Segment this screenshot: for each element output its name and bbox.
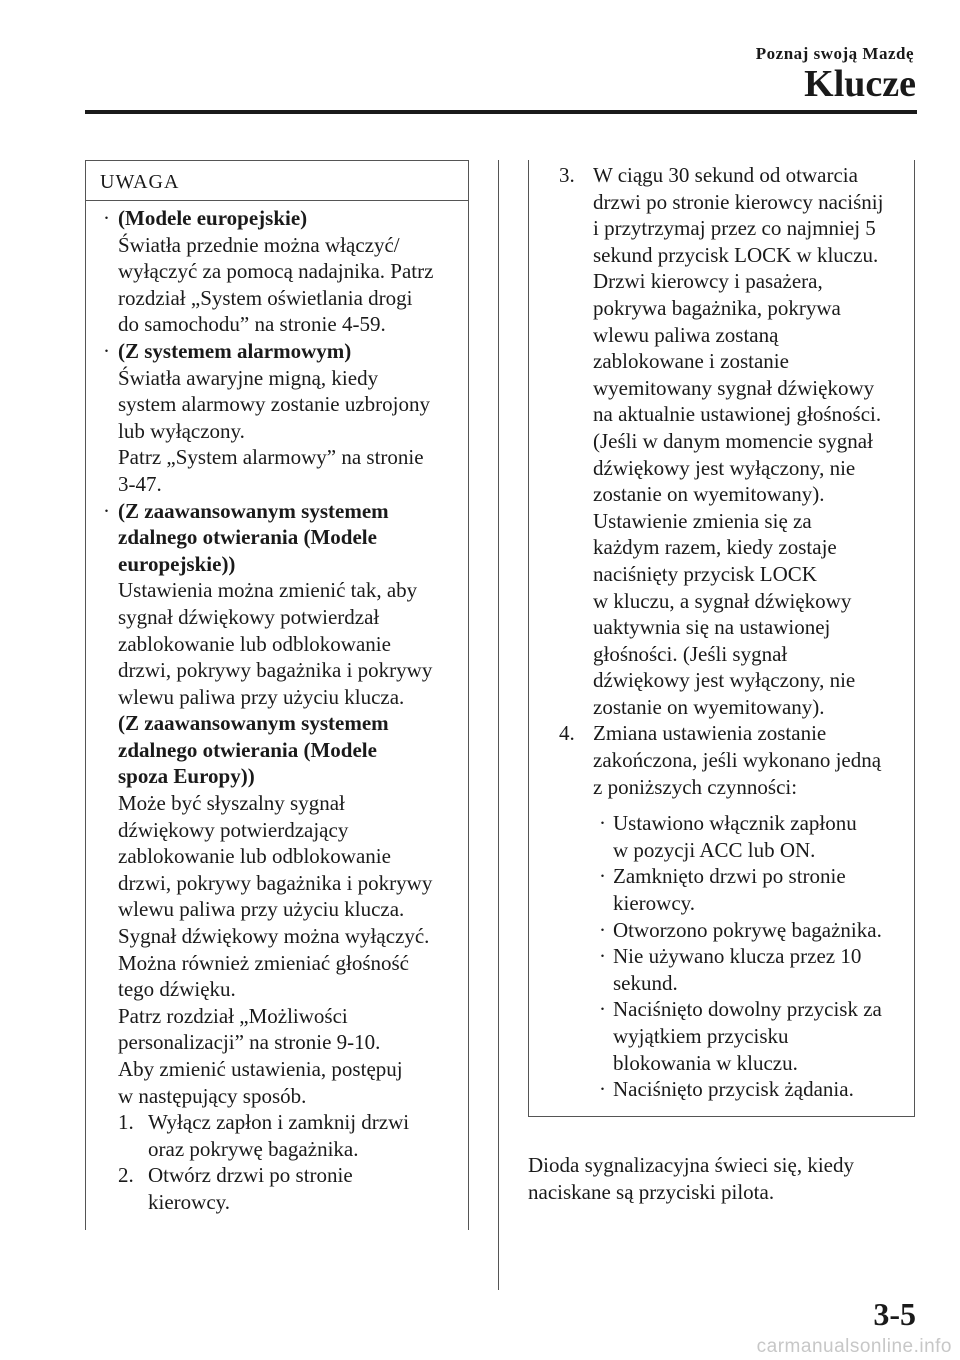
text-line: do samochodu” na stronie 4-59. [118,312,386,337]
text-line: w następujący sposób. [118,1083,307,1108]
text-line: kierowcy. [148,1189,231,1214]
bullet-dot: · [599,811,606,836]
text-line: z poniższych czynności: [593,774,798,799]
text-line: uaktywnia się na ustawionej [593,615,831,640]
text-line: system alarmowy zostanie uzbrojony [118,392,431,417]
bullet-title: zdalnego otwierania (Modele [118,525,377,550]
text-line: zablokowanie lub odblokowanie [118,631,391,656]
text-line: dźwiękowy jest wyłączony, nie [593,455,856,480]
text-line: 3-47. [118,471,162,496]
text-line: rozdział „System oświetlania drogi [118,285,413,310]
bullet-item [100,338,456,498]
bullet-dot: · [599,1077,606,1102]
text-line: wlewu paliwa zostaną [593,322,779,347]
uwaga-heading: UWAGA [86,161,468,201]
text-line: blokowania w kluczu. [613,1050,798,1075]
text-line: Otworzono pokrywę bagażnika. [613,917,882,942]
bullet-subtitle: spoza Europy)) [118,764,255,789]
text-line: głośności. (Jeśli sygnał [593,641,788,666]
page-title: Klucze [804,63,916,105]
bullet-item [100,205,456,338]
step-item [100,1109,456,1162]
text-line: dźwiękowy jest wyłączony, nie [593,668,856,693]
text-line: Można również zmieniać głośność [118,950,409,975]
section-name: Poznaj swoją Mazdę [755,44,914,63]
condition-item [529,1076,914,1103]
text-line: sekund przycisk LOCK w kluczu. [593,242,879,267]
text-line: dźwiękowy potwierdzający [118,817,349,842]
text-line: drzwi, pokrywy bagażnika i pokrywy [118,658,433,683]
text-line: drzwi po stronie kierowcy naciśnij [593,189,884,214]
text-line: zakończona, jeśli wykonano jedną [593,748,882,773]
bullet-item [100,498,456,1110]
text-line: naciskane są przyciski pilota. [528,1179,775,1204]
bullet-dot: · [599,944,606,969]
text-line: W ciągu 30 sekund od otwarcia [593,163,858,187]
text-line: Zmiana ustawienia zostanie [593,721,827,746]
condition-item [529,863,914,916]
steps-box [528,160,915,1117]
text-line: lub wyłączony. [118,418,245,443]
text-line: Światła awaryjne migną, kiedy [118,365,379,390]
bullet-title: (Z systemem alarmowym) [118,338,352,363]
watermark: carmanualsonline.info [756,1336,952,1357]
condition-item [529,917,914,944]
condition-list [529,810,914,1103]
condition-item [529,943,914,996]
text-line: oraz pokrywę bagażnika. [148,1136,359,1161]
bullet-title: europejskie)) [118,551,236,576]
bullet-dot: · [103,498,110,523]
text-line: Naciśnięto dowolny przycisk za [613,997,882,1022]
text-line: (Jeśli w danym momencie sygnał [593,428,873,453]
step-number: 3. [559,163,575,187]
text-line: Wyłącz zapłon i zamknij drzwi [148,1110,410,1135]
text-line: zostanie on wyemitowany). [593,482,825,507]
text-line: sekund. [613,970,678,995]
step-item [529,720,914,800]
text-line: i przytrzymaj przez co najmniej 5 [593,216,876,241]
step-number: 4. [559,721,575,746]
bullet-dot: · [103,206,110,230]
text-line: zablokowane i zostanie [593,349,789,374]
text-line: wlewu paliwa przy użyciu klucza. [118,684,405,709]
text-line: Nie używano klucza przez 10 [613,944,862,969]
text-line: wyjątkiem przycisku [613,1024,789,1048]
text-line: sygnał dźwiękowy potwierdzał [118,604,380,629]
text-line: wlewu paliwa przy użyciu klucza. [118,897,405,922]
step-item [529,162,914,720]
text-line: każdym razem, kiedy zostaje [593,535,837,560]
condition-item [529,810,914,863]
text-line: Ustawienie zmienia się za [593,508,812,533]
text-line: w pozycji ACC lub ON. [613,837,816,862]
condition-item [529,996,914,1076]
text-line: na aktualnie ustawionej głośności. [593,402,882,427]
text-line: Drzwi kierowcy i pasażera, [593,269,823,294]
bullet-dot: · [599,917,606,942]
text-line: w kluczu, a sygnał dźwiękowy [593,588,852,613]
text-line: kierowcy. [613,891,696,916]
bullet-subtitle: zdalnego otwierania (Modele [118,737,377,762]
column-divider [498,160,499,1290]
text-line: naciśnięty przycisk LOCK [593,561,817,586]
header-rule [85,110,917,114]
text-line: Ustawienia można zmienić tak, aby [118,578,418,603]
step-item [100,1162,456,1215]
step-number: 1. [118,1110,134,1135]
text-line: Zamknięto drzwi po stronie [613,864,846,889]
text-line: Patrz „System alarmowy” na stronie [118,445,424,470]
text-line: drzwi, pokrywy bagażnika i pokrywy [118,870,433,895]
text-line: wyemitowany sygnał dźwiękowy [593,375,875,400]
bullet-dot: · [103,338,110,363]
text-line: Naciśnięto przycisk żądania. [613,1077,854,1102]
text-line: personalizacji” na stronie 9-10. [118,1030,381,1055]
text-line: pokrywa bagażnika, pokrywa [593,295,841,320]
text-line: Sygnał dźwiękowy można wyłączyć. [118,924,430,949]
led-note [528,1152,928,1205]
text-line: zostanie on wyemitowany). [593,694,825,719]
bullet-dot: · [599,864,606,889]
uwaga-body [86,201,468,1216]
bullet-dot: · [599,997,606,1022]
bullet-title: (Z zaawansowanym systemem [118,498,389,523]
text-line: zablokowanie lub odblokowanie [118,844,391,869]
text-line: Może być słyszalny sygnał [118,791,345,816]
text-line: Patrz rozdział „Możliwości [118,1003,348,1028]
step-number: 2. [118,1163,134,1188]
text-line: Światła przednie można włączyć/ [118,232,400,257]
text-line: Dioda sygnalizacyjna świeci się, kiedy [528,1153,854,1177]
bullet-title: (Modele europejskie) [118,206,308,230]
text-line: tego dźwięku. [118,977,236,1002]
uwaga-box [85,160,469,1230]
page-number: 3-5 [873,1296,916,1332]
text-line: Otwórz drzwi po stronie [148,1163,353,1188]
text-line: Ustawiono włącznik zapłonu [613,811,857,836]
text-line: Aby zmienić ustawienia, postępuj [118,1057,403,1081]
bullet-subtitle: (Z zaawansowanym systemem [118,711,389,736]
text-line: wyłączyć za pomocą nadajnika. Patrz [118,259,434,284]
